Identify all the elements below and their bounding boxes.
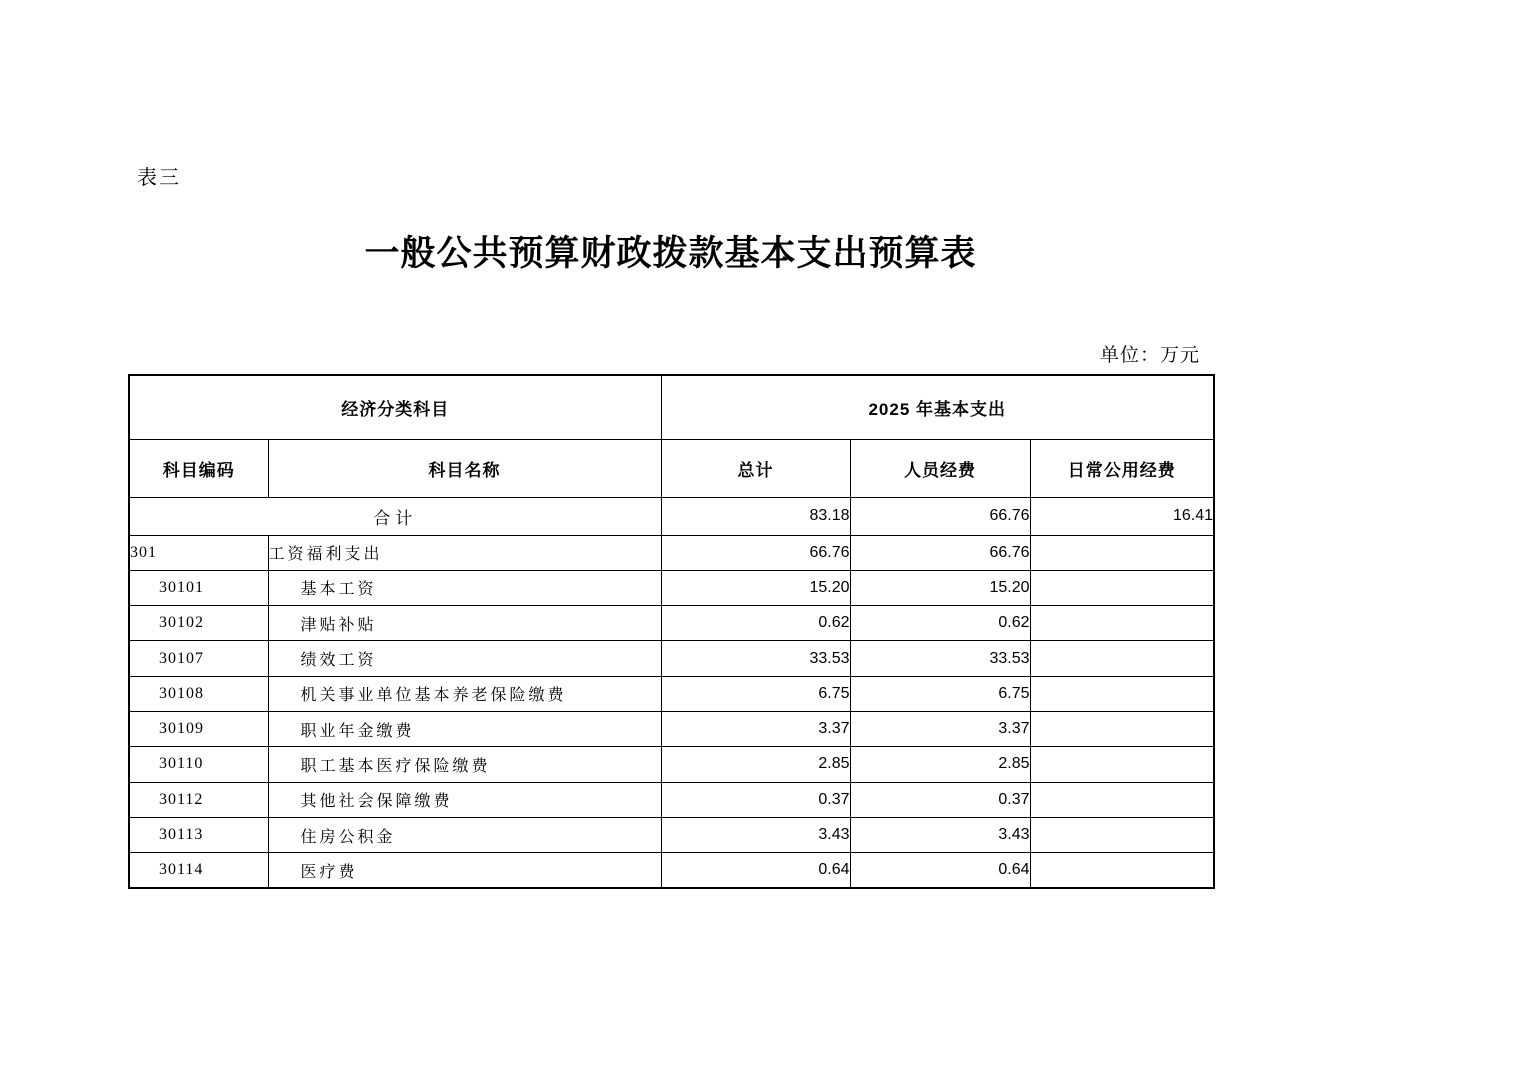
header-2025-basic-expenditure: 2025 年基本支出 <box>661 375 1214 439</box>
header-economic-classification: 经济分类科目 <box>129 375 661 439</box>
cell-code: 301 <box>129 535 268 570</box>
table-number-label: 表三 <box>137 167 181 189</box>
cell-personnel: 0.62 <box>850 606 1030 641</box>
table-row <box>129 853 1214 888</box>
cell-daily <box>1030 817 1214 852</box>
header-columns-row <box>129 439 1214 497</box>
cell-total: 6.75 <box>661 676 850 711</box>
cell-total: 0.37 <box>661 782 850 817</box>
table-row <box>129 535 1214 570</box>
header-personnel-funds: 人员经费 <box>850 439 1030 497</box>
cell-total: 0.64 <box>661 853 850 888</box>
cell-daily <box>1030 782 1214 817</box>
cell-total: 0.62 <box>661 606 850 641</box>
total-row-label: 合计 <box>129 497 661 535</box>
total-row-daily: 16.41 <box>1030 497 1214 535</box>
cell-code: 30112 <box>129 782 268 817</box>
budget-table <box>128 374 1215 889</box>
cell-daily <box>1030 747 1214 782</box>
cell-name: 职工基本医疗保险缴费 <box>268 747 661 782</box>
header-group-row <box>129 375 1214 439</box>
cell-name: 基本工资 <box>268 570 661 605</box>
cell-code: 30108 <box>129 676 268 711</box>
cell-code: 30113 <box>129 817 268 852</box>
cell-name: 工资福利支出 <box>268 535 661 570</box>
table-row <box>129 606 1214 641</box>
cell-personnel: 66.76 <box>850 535 1030 570</box>
header-daily-public-funds: 日常公用经费 <box>1030 439 1214 497</box>
cell-name: 津贴补贴 <box>268 606 661 641</box>
cell-total: 33.53 <box>661 641 850 676</box>
cell-name: 绩效工资 <box>268 641 661 676</box>
header-total: 总计 <box>661 439 850 497</box>
cell-total: 3.37 <box>661 711 850 746</box>
total-row <box>129 497 1214 535</box>
cell-personnel: 33.53 <box>850 641 1030 676</box>
cell-personnel: 0.37 <box>850 782 1030 817</box>
cell-daily <box>1030 853 1214 888</box>
cell-daily <box>1030 711 1214 746</box>
cell-daily <box>1030 535 1214 570</box>
cell-daily <box>1030 641 1214 676</box>
cell-name: 职业年金缴费 <box>268 711 661 746</box>
table-row <box>129 782 1214 817</box>
cell-total: 2.85 <box>661 747 850 782</box>
cell-code: 30107 <box>129 641 268 676</box>
cell-personnel: 15.20 <box>850 570 1030 605</box>
cell-name: 医疗费 <box>268 853 661 888</box>
cell-personnel: 2.85 <box>850 747 1030 782</box>
header-subject-name: 科目名称 <box>268 439 661 497</box>
cell-name: 住房公积金 <box>268 817 661 852</box>
cell-daily <box>1030 606 1214 641</box>
cell-total: 66.76 <box>661 535 850 570</box>
cell-code: 30102 <box>129 606 268 641</box>
table-row <box>129 817 1214 852</box>
table-row <box>129 711 1214 746</box>
cell-code: 30110 <box>129 747 268 782</box>
cell-name: 其他社会保障缴费 <box>268 782 661 817</box>
cell-code: 30101 <box>129 570 268 605</box>
cell-personnel: 6.75 <box>850 676 1030 711</box>
cell-total: 15.20 <box>661 570 850 605</box>
document-title: 一般公共预算财政拨款基本支出预算表 <box>364 234 977 273</box>
header-subject-code: 科目编码 <box>129 439 268 497</box>
cell-code: 30109 <box>129 711 268 746</box>
cell-total: 3.43 <box>661 817 850 852</box>
cell-personnel: 3.43 <box>850 817 1030 852</box>
table-row <box>129 570 1214 605</box>
cell-name: 机关事业单位基本养老保险缴费 <box>268 676 661 711</box>
total-row-total: 83.18 <box>661 497 850 535</box>
cell-daily <box>1030 570 1214 605</box>
cell-personnel: 3.37 <box>850 711 1030 746</box>
table-row <box>129 747 1214 782</box>
cell-daily <box>1030 676 1214 711</box>
total-row-personnel: 66.76 <box>850 497 1030 535</box>
table-row <box>129 641 1214 676</box>
cell-code: 30114 <box>129 853 268 888</box>
table-row <box>129 676 1214 711</box>
unit-note: 单位：万元 <box>1099 345 1200 366</box>
cell-personnel: 0.64 <box>850 853 1030 888</box>
